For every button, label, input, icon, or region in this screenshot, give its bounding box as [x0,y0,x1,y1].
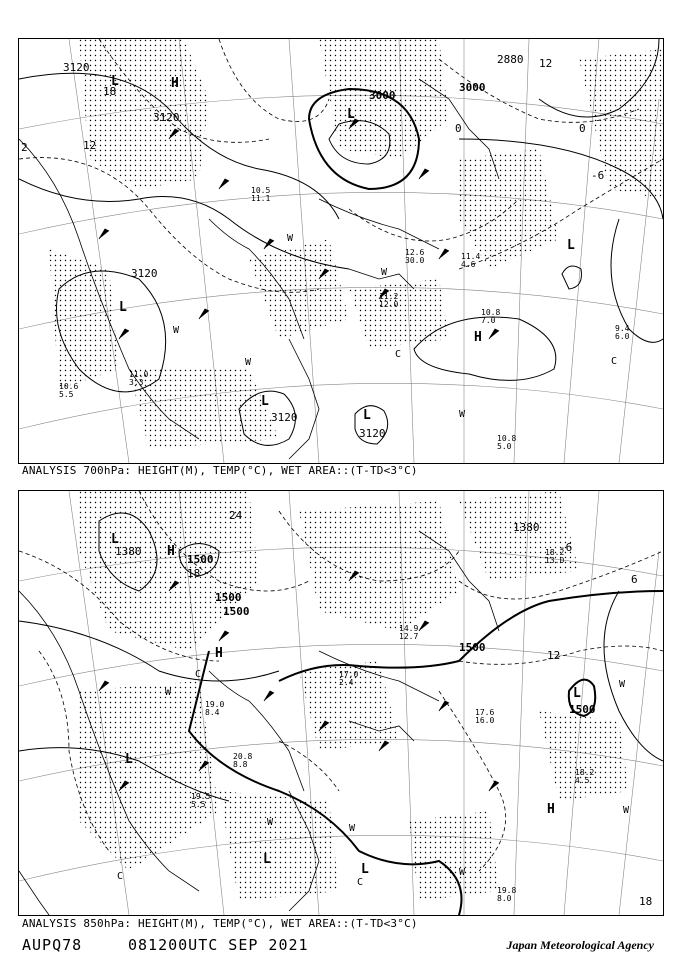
wind-letter: W [267,817,274,828]
station-value: 17.0 [339,670,359,679]
temp-label: 0 [455,122,462,135]
low-center: L [125,752,133,767]
station-value: 14.9 [399,624,419,633]
map-850hpa-svg [19,491,663,915]
station-value: 11.4 [461,252,481,261]
wind-letter: C [195,669,202,680]
low-center: L [111,532,119,547]
temp-label: -6 [591,169,605,182]
height-label: 1500 [215,591,242,604]
station-value: 12.7 [399,632,419,641]
height-label: 3120 [359,427,386,440]
station-value: 4.6 [461,260,476,269]
map-panel-700hpa [18,38,664,464]
wind-letter: W [623,805,630,816]
station-value: 8.0 [497,894,512,903]
high-center: H [215,646,223,661]
low-center: L [119,300,127,315]
map-panel-850hpa [18,490,664,916]
wind-letter: C [611,356,618,367]
high-center: H [547,802,555,817]
low-center: L [573,686,581,701]
high-center: H [474,330,482,345]
temp-label: 12 [547,649,561,662]
station-value: 10.6 [59,382,79,391]
station-value: 11.1 [251,194,271,203]
caption-850hpa: ANALYSIS 850hPa: HEIGHT(M), TEMP(°C), WET AREA::(T-TD<3°C) [22,917,418,930]
high-center: H [167,544,175,559]
height-label: 3000 [369,89,396,102]
low-center: L [363,408,371,423]
temp-label: 18 [639,895,653,908]
height-label: 1380 [513,521,540,534]
height-label: 2880 [497,53,524,66]
temp-label: 6 [631,573,638,586]
station-value: 18.2 [545,548,565,557]
high-center: H [171,76,179,91]
agency-name: Japan Meteorological Agency [506,938,654,952]
wind-letter: W [165,687,172,698]
height-label: 3120 [271,411,298,424]
height-label: 1500 [223,605,250,618]
temp-label: 0 [579,122,586,135]
station-value: 19.0 [205,700,225,709]
caption-700hpa: ANALYSIS 700hPa: HEIGHT(M), TEMP(°C), WET AREA::(T-TD<3°C) [22,464,418,477]
station-value: 10.5 [251,186,271,195]
station-value: 3.3 [129,378,144,387]
low-center: L [111,74,119,89]
station-value: 19.5 [191,792,211,801]
station-value: 5.5 [191,800,206,809]
station-value: 19.8 [497,886,517,895]
station-value: 13.0 [545,556,565,565]
station-value: 5.0 [497,442,512,451]
station-value: 10.8 [497,434,517,443]
height-label: 1380 [115,545,142,558]
temp-label: -6 [559,541,573,554]
height-label: 3120 [153,111,180,124]
wind-letter: W [459,409,466,420]
height-label: 1500 [459,641,486,654]
low-center: L [361,862,369,877]
temp-label: 24 [229,509,243,522]
height-label: 3000 [459,81,486,94]
wind-letter: C [395,349,402,360]
wind-letter: W [459,867,466,878]
wind-letter: W [619,679,626,690]
station-value: 12.6 [405,248,425,257]
temp-label: 12 [539,57,553,70]
temp-label: 12 [83,139,97,152]
wind-letter: C [357,877,364,888]
station-value: 4.5 [575,776,590,785]
station-value: 17.6 [475,708,495,717]
wind-letter: W [381,267,388,278]
station-value: 30.0 [405,256,425,265]
map-700hpa-svg [19,39,663,463]
product-code: AUPQ78 [22,936,83,954]
station-value: 8.4 [205,708,220,717]
low-center: L [263,852,271,867]
height-label: 1500 [569,703,596,716]
station-value: 10.8 [481,308,501,317]
temp-label: 2 [21,141,28,154]
station-value: 7.0 [481,316,496,325]
wind-letter: W [287,233,294,244]
station-value: 20.8 [233,752,253,761]
station-value: 8.8 [233,760,248,769]
low-center: L [567,238,575,253]
station-value: 5.5 [59,390,74,399]
station-value: 11.0 [129,370,149,379]
height-label: 1500 [187,553,214,566]
station-value: 11.2 [379,292,399,301]
station-value: 18.2 [575,768,595,777]
station-value: 9.4 [615,324,630,333]
valid-time: 081200UTC SEP 2021 [128,936,309,954]
height-label: 3120 [131,267,158,280]
wind-letter: C [117,871,124,882]
station-value: 2.4 [339,678,354,687]
wind-letter: W [173,325,180,336]
wind-letter: W [245,357,252,368]
station-value: 6.0 [615,332,630,341]
station-value: 12.0 [379,300,399,309]
low-center: L [347,107,355,122]
temp-label: 18 [187,567,201,580]
low-center: L [261,394,269,409]
temp-label: 18 [103,85,117,98]
station-value: 16.0 [475,716,495,725]
wind-letter: W [349,823,356,834]
height-label: 3120 [63,61,90,74]
